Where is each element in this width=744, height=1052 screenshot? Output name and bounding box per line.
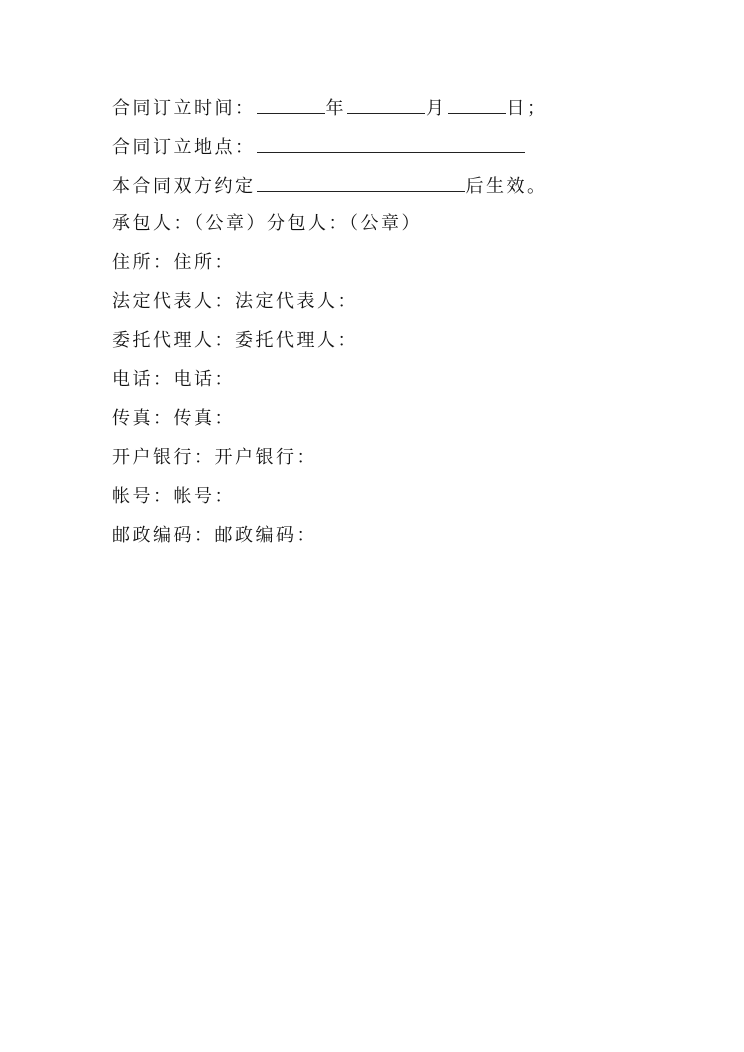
- field-left-label: 开户银行：: [112, 447, 215, 468]
- field-row-fax: [112, 407, 235, 431]
- year-blank: [257, 95, 325, 114]
- field-row-bank: [112, 446, 317, 470]
- field-right-label: 帐号：: [173, 486, 235, 507]
- contractor-label: 承包人：: [112, 213, 194, 234]
- month-label: 月: [426, 98, 447, 119]
- subcontractor-label: 分包人：: [267, 213, 349, 234]
- field-right-label: 开户银行：: [214, 447, 317, 468]
- day-label: 日；: [506, 98, 548, 119]
- effective-blank: [257, 173, 465, 192]
- field-left-label: 法定代表人：: [112, 291, 235, 312]
- day-blank: [448, 95, 506, 114]
- subcontractor-seal: （公章）: [349, 213, 422, 234]
- effective-line: [112, 173, 548, 199]
- field-left-label: 传真：: [112, 408, 174, 429]
- field-right-label: 委托代理人：: [235, 330, 358, 351]
- sign-time-label: 合同订立时间：: [112, 98, 256, 119]
- field-right-label: 法定代表人：: [235, 291, 358, 312]
- field-left-label: 帐号：: [112, 486, 174, 507]
- field-right-label: 传真：: [173, 408, 235, 429]
- field-right-label: 邮政编码：: [214, 525, 317, 546]
- field-left-label: 住所：: [112, 252, 174, 273]
- sign-place-blank: [257, 134, 525, 153]
- field-left-label: 委托代理人：: [112, 330, 235, 351]
- field-row-account: [112, 485, 235, 509]
- field-left-label: 电话：: [112, 369, 174, 390]
- month-blank: [347, 95, 425, 114]
- sign-time-line: [112, 95, 548, 121]
- parties-line: [112, 212, 422, 236]
- sign-place-line: [112, 134, 526, 160]
- effective-suffix: 后生效。: [465, 176, 548, 197]
- field-row-phone: [112, 368, 235, 392]
- year-label: 年: [325, 98, 346, 119]
- field-right-label: 住所：: [173, 252, 235, 273]
- field-row-legal-rep: [112, 290, 358, 314]
- field-row-address: [112, 251, 235, 275]
- field-row-postcode: [112, 524, 317, 548]
- contractor-seal: （公章）: [194, 213, 267, 234]
- effective-prefix: 本合同双方约定: [112, 176, 256, 197]
- sign-place-label: 合同订立地点：: [112, 137, 256, 158]
- field-row-agent: [112, 329, 358, 353]
- field-right-label: 电话：: [173, 369, 235, 390]
- field-left-label: 邮政编码：: [112, 525, 215, 546]
